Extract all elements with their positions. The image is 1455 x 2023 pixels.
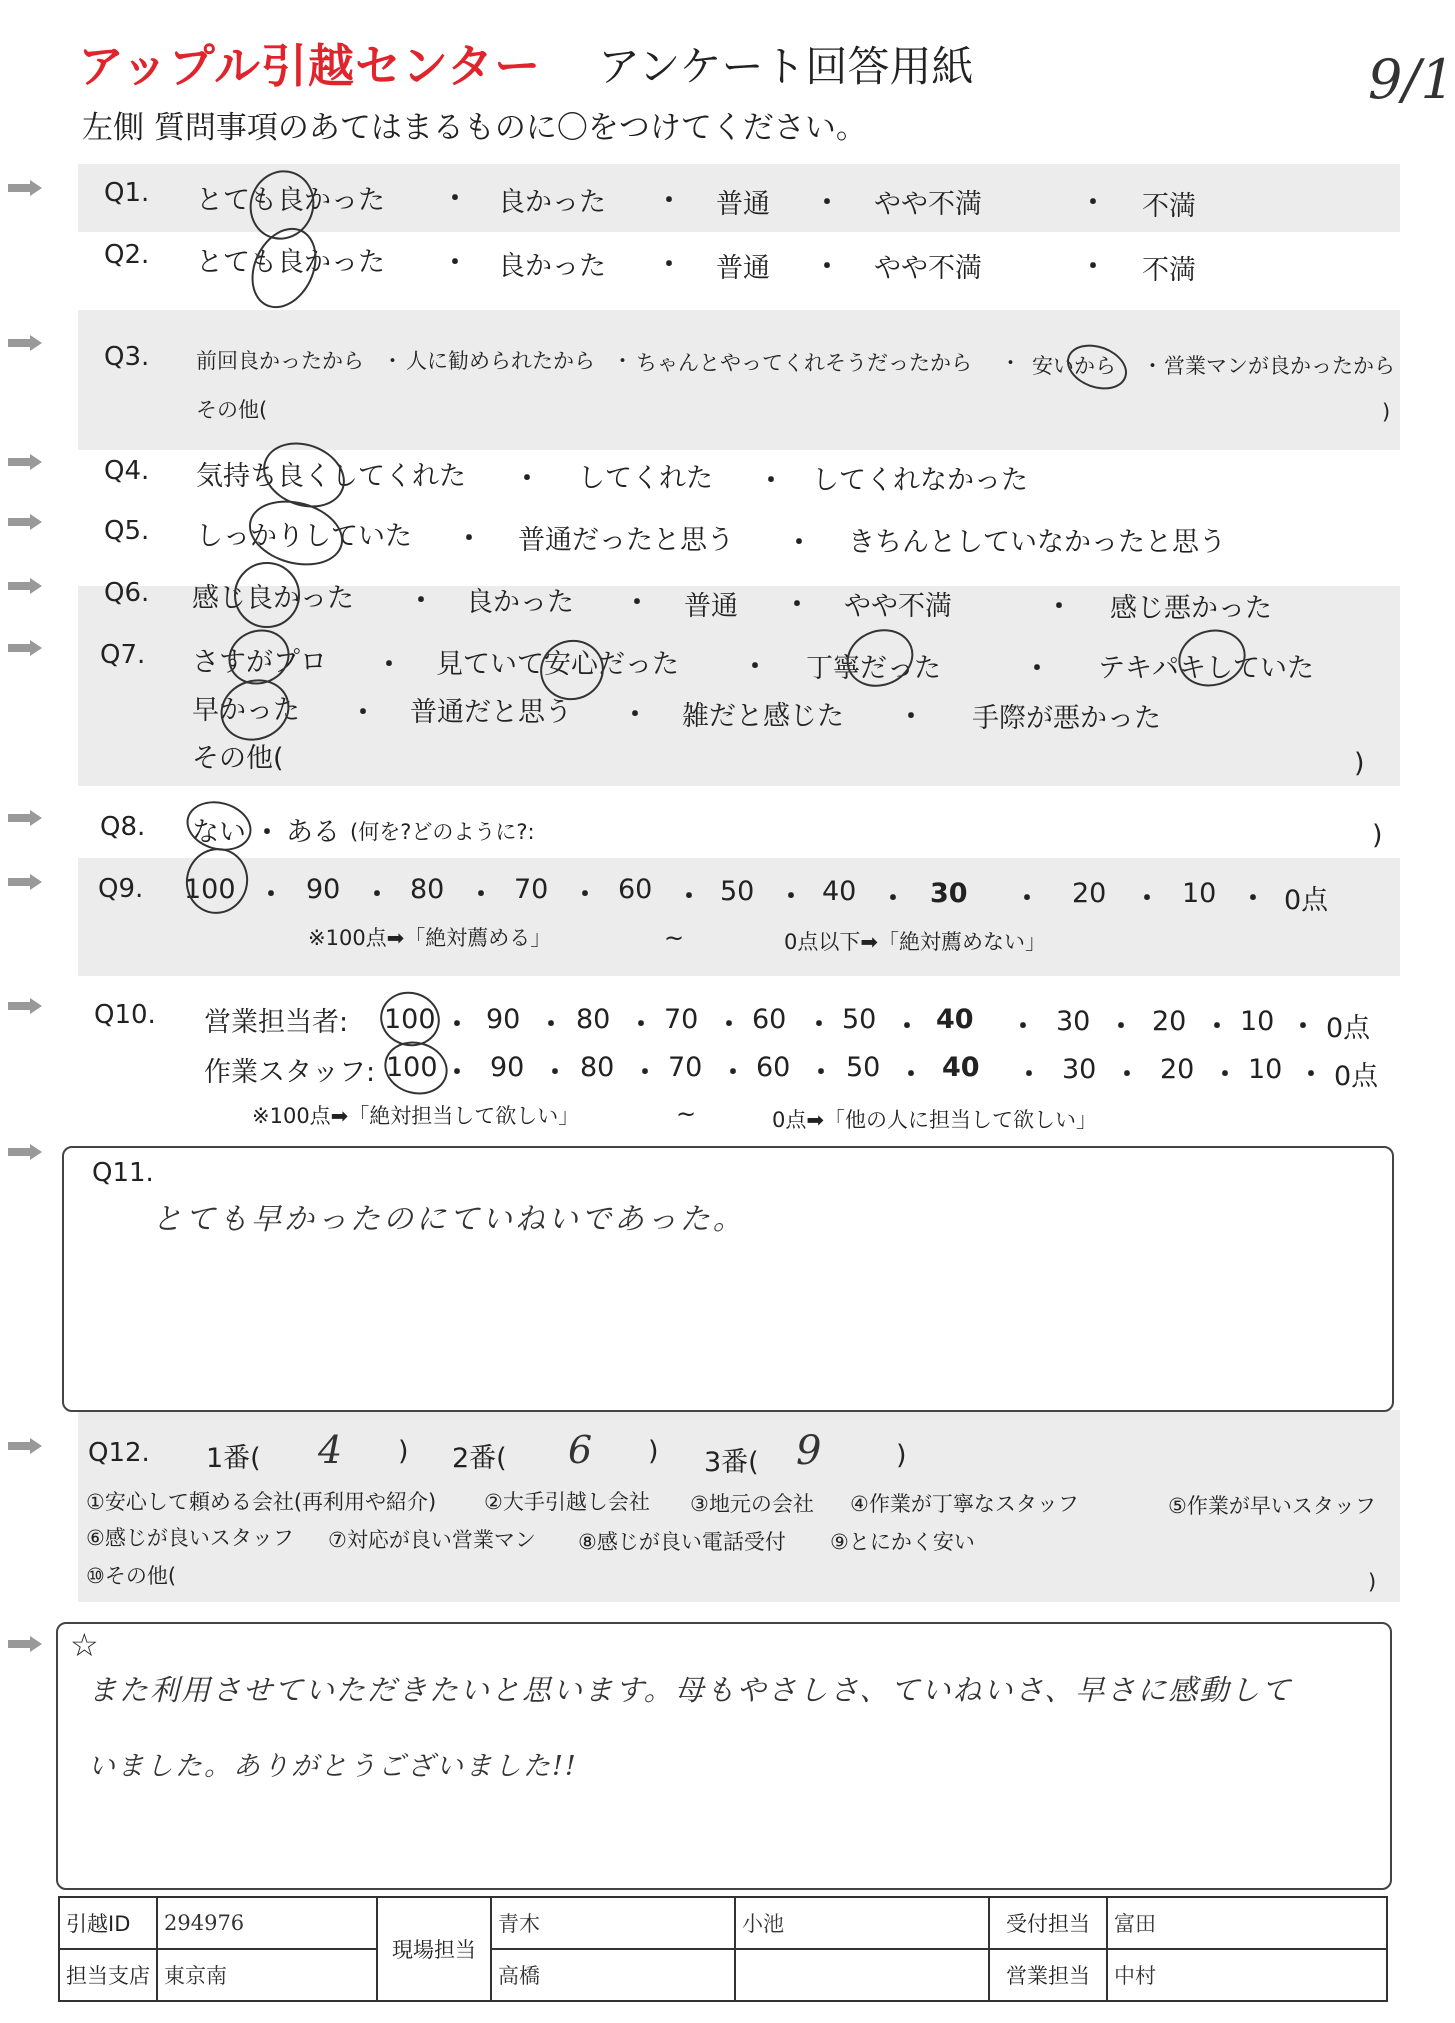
separator: ・ [716, 1010, 743, 1040]
q12-second-close: ) [648, 1436, 659, 1467]
q12-choice-9: ⑨とにかく安い [830, 1530, 975, 1554]
arrow-icon [8, 1144, 42, 1160]
q12-first-label: 1番( [206, 1443, 261, 1474]
q7-option-3[interactable]: 丁寧だった [806, 653, 941, 684]
reception-label: 受付担当 [989, 1897, 1107, 1949]
separator: ・ [786, 528, 813, 558]
q10-sales-90[interactable]: 90 [486, 1004, 521, 1035]
q2-option-1[interactable]: とても良かった [196, 247, 385, 278]
arrow-icon [8, 180, 42, 196]
q2-label: Q2. [104, 240, 150, 270]
q8-detail-label[interactable]: (何を?どのように?: [350, 820, 535, 844]
q2-option-5[interactable]: 不満 [1142, 255, 1196, 286]
site-staff-1: 青木 [491, 1897, 735, 1949]
q12-choice-10-close: ) [1368, 1570, 1377, 1594]
q10-staff-20[interactable]: 20 [1160, 1054, 1195, 1085]
q10-staff-40[interactable]: 40 [942, 1052, 980, 1083]
site-staff-label: 現場担当 [377, 1897, 491, 2001]
reception-value: 富田 [1107, 1897, 1387, 1949]
q12-choice-10[interactable]: ⑩その他( [86, 1564, 177, 1588]
separator: ・ [468, 880, 495, 910]
q10-staff-label: 作業スタッフ: [204, 1057, 376, 1088]
separator: ・ [808, 1058, 835, 1088]
q9-score-0[interactable]: 0点 [1284, 885, 1329, 916]
star-icon: ☆ [70, 1626, 99, 1664]
q9-score-40[interactable]: 40 [822, 876, 857, 907]
q10-note-left: ※100点➡「絶対担当して欲しい」 [252, 1104, 580, 1128]
separator: ・ [758, 466, 785, 496]
q10-staff-0[interactable]: 0点 [1334, 1061, 1379, 1092]
separator: ・ [1108, 1012, 1135, 1042]
q6-option-5[interactable]: 感じ悪かった [1110, 593, 1272, 624]
q10-staff-100[interactable]: 100 [386, 1052, 438, 1083]
arrow-icon [8, 1636, 42, 1652]
q3-option-2[interactable]: 人に勧められたから [406, 349, 595, 373]
q10-sales-10[interactable]: 10 [1240, 1006, 1275, 1037]
separator: ・ [806, 1010, 833, 1040]
q10-sales-100[interactable]: 100 [384, 1004, 436, 1035]
separator: ・ [1016, 1060, 1043, 1090]
q9-note-right: 0点以下➡「絶対薦めない」 [784, 930, 1046, 954]
separator: ・ [1014, 884, 1041, 914]
brand-title: アップル引越センター [78, 39, 542, 93]
q3-option-3[interactable]: ちゃんとやってくれそうだったから [636, 351, 972, 375]
separator: ・ [442, 248, 469, 278]
arrow-icon [8, 874, 42, 890]
q8-option-1[interactable]: ない [192, 817, 246, 848]
q12-choice-7: ⑦対応が良い営業マン [328, 1528, 536, 1552]
band-q3 [78, 310, 1400, 450]
separator: ・ [814, 188, 841, 218]
q10-label: Q10. [94, 1000, 156, 1030]
q4-option-1[interactable]: 気持ち良くしてくれた [196, 461, 466, 492]
q9-score-20[interactable]: 20 [1072, 878, 1107, 909]
q12-first-value[interactable]: 4 [318, 1428, 343, 1472]
q12-choice-4: ④作業が丁寧なスタッフ [850, 1492, 1079, 1516]
q7-option-8[interactable]: 手際が悪かった [972, 703, 1161, 734]
site-staff-2: 小池 [735, 1897, 989, 1949]
separator: ・ [894, 1012, 921, 1042]
q6-label: Q6. [104, 578, 150, 608]
separator: ・ [1000, 351, 1021, 375]
separator: ・ [514, 464, 541, 494]
arrow-icon [8, 578, 42, 594]
q10-sales-70[interactable]: 70 [664, 1004, 699, 1035]
arrow-icon [8, 514, 42, 530]
q10-note-right: 0点➡「他の人に担当して欲しい」 [772, 1108, 1097, 1132]
separator: ・ [720, 1058, 747, 1088]
q2-option-2[interactable]: 良かった [498, 251, 606, 282]
q10-sales-20[interactable]: 20 [1152, 1006, 1187, 1037]
q9-score-50[interactable]: 50 [720, 876, 755, 907]
q10-sales-40[interactable]: 40 [936, 1004, 974, 1035]
q3-other-close: ) [1382, 400, 1391, 424]
separator: ・ [254, 818, 281, 848]
site-staff-3: 高橋 [491, 1949, 735, 2001]
q9-score-90[interactable]: 90 [306, 874, 341, 905]
separator: ・ [364, 880, 391, 910]
q5-option-3[interactable]: きちんとしていなかったと思う [848, 527, 1226, 558]
arrow-icon [8, 998, 42, 1014]
separator: ・ [1290, 1012, 1317, 1042]
separator: ・ [778, 882, 805, 912]
q9-score-100[interactable]: 100 [184, 874, 236, 905]
separator: ・ [612, 349, 633, 373]
q7-option-5[interactable]: 早かった [192, 695, 300, 726]
q12-choice-5: ⑤作業が早いスタッフ [1168, 1494, 1376, 1518]
q12-third-value[interactable]: 9 [796, 1428, 822, 1474]
separator: ・ [376, 650, 403, 680]
form-title: アンケート回答用紙 [598, 42, 974, 91]
comment-line-2[interactable]: いました。ありがとうございました!! [88, 1751, 578, 1782]
separator: ・ [898, 702, 925, 732]
q4-label: Q4. [104, 456, 150, 486]
separator: ・ [624, 588, 651, 618]
q3-option-1[interactable]: 前回良かったから [196, 349, 364, 373]
q10-sales-30[interactable]: 30 [1056, 1006, 1091, 1037]
separator: ・ [742, 652, 769, 682]
separator: ・ [1298, 1060, 1325, 1090]
q7-label: Q7. [100, 640, 146, 670]
q7-option-1[interactable]: さすがプロ [192, 647, 327, 678]
q7-option-7[interactable]: 雑だと感じた [682, 701, 844, 732]
separator: ・ [442, 184, 469, 214]
separator: ・ [632, 1058, 659, 1088]
q4-option-2[interactable]: してくれた [578, 463, 713, 494]
q12-choice-3: ③地元の会社 [690, 1492, 814, 1516]
staff-table [58, 1896, 1388, 2002]
separator: ・ [814, 252, 841, 282]
q3-label: Q3. [104, 342, 150, 372]
site-staff-empty [735, 1949, 989, 2001]
q4-option-3[interactable]: してくれなかった [812, 465, 1028, 496]
q11-label: Q11. [92, 1158, 154, 1188]
q9-note-tilde: ~ [664, 924, 685, 952]
q8-label: Q8. [100, 812, 146, 842]
date-mark: 9/1 [1368, 48, 1455, 111]
move-id-label: 引越ID [59, 1897, 157, 1949]
q12-label: Q12. [88, 1438, 150, 1468]
q12-choice-6: ⑥感じが良いスタッフ [86, 1526, 294, 1550]
separator: ・ [676, 882, 703, 912]
q7-option-4[interactable]: テキパキしていた [1098, 653, 1314, 684]
separator: ・ [408, 586, 435, 616]
q8-detail-close: ) [1372, 820, 1383, 851]
separator: ・ [628, 1010, 655, 1040]
q3-option-4[interactable]: 安いから [1032, 354, 1116, 378]
q5-option-2[interactable]: 普通だったと思う [518, 525, 734, 556]
q2-option-3[interactable]: 普通 [716, 253, 770, 284]
separator: ・ [444, 1058, 471, 1088]
arrow-icon [8, 640, 42, 656]
separator: ・ [1134, 884, 1161, 914]
separator: ・ [350, 698, 377, 728]
q10-sales-50[interactable]: 50 [842, 1004, 877, 1035]
q8-option-2[interactable]: ある [286, 817, 340, 848]
separator: ・ [656, 186, 683, 216]
separator: ・ [1114, 1060, 1141, 1090]
separator: ・ [572, 880, 599, 910]
q9-score-60[interactable]: 60 [618, 874, 653, 905]
separator: ・ [622, 700, 649, 730]
q12-choice-1: ①安心して頼める会社(再利用や紹介) [86, 1490, 437, 1514]
q1-option-2[interactable]: 良かった [498, 187, 606, 218]
separator: ・ [898, 1060, 925, 1090]
q1-option-3[interactable]: 普通 [716, 189, 770, 220]
q12-choice-2: ②大手引越し会社 [484, 1490, 650, 1514]
separator: ・ [1024, 654, 1051, 684]
q7-option-2[interactable]: 見ていて安心だった [436, 649, 679, 680]
separator: ・ [784, 590, 811, 620]
q10-sales-label: 営業担当者: [204, 1007, 349, 1038]
q5-label: Q5. [104, 516, 150, 546]
comment-box[interactable] [56, 1622, 1392, 1890]
answer-circle [239, 217, 329, 318]
q7-other-close: ) [1354, 748, 1365, 779]
branch-value: 東京南 [157, 1949, 377, 2001]
q12-first-close: ) [398, 1436, 409, 1467]
move-id-value: 294976 [157, 1897, 377, 1949]
q1-option-5[interactable]: 不満 [1142, 191, 1196, 222]
separator: ・ [258, 880, 285, 910]
q10-note-tilde: ~ [676, 1100, 697, 1128]
separator: ・ [382, 349, 403, 373]
q9-note-left: ※100点➡「絶対薦める」 [308, 926, 552, 950]
q10-staff-70[interactable]: 70 [668, 1052, 703, 1083]
separator: ・ [1010, 1012, 1037, 1042]
separator: ・ [1204, 1012, 1231, 1042]
instruction-text: 左側 質問事項のあてはまるものに〇をつけてください。 [82, 110, 867, 146]
separator: ・ [1046, 592, 1073, 622]
q6-option-4[interactable]: やや不満 [844, 591, 952, 622]
separator: ・ [880, 884, 907, 914]
arrow-icon [8, 1438, 42, 1454]
separator: ・ [538, 1010, 565, 1040]
separator: ・ [444, 1010, 471, 1040]
q9-label: Q9. [98, 874, 144, 904]
q10-sales-0[interactable]: 0点 [1326, 1013, 1371, 1044]
answer-circle [234, 562, 300, 628]
separator: ・ [1240, 884, 1267, 914]
q1-option-1[interactable]: とても良かった [196, 185, 385, 216]
q3-other-label[interactable]: その他( [196, 398, 268, 422]
branch-label: 担当支店 [59, 1949, 157, 2001]
q12-third-close: ) [896, 1440, 907, 1471]
q7-option-6[interactable]: 普通だと思う [410, 697, 572, 728]
q10-sales-60[interactable]: 60 [752, 1004, 787, 1035]
q10-staff-30[interactable]: 30 [1062, 1054, 1097, 1085]
q6-option-1[interactable]: 感じ良かった [192, 583, 354, 614]
separator: ・ [656, 250, 683, 280]
q12-choice-8: ⑧感じが良い電話受付 [578, 1530, 786, 1554]
q10-staff-50[interactable]: 50 [846, 1052, 881, 1083]
q1-label: Q1. [104, 178, 150, 208]
q10-sales-80[interactable]: 80 [576, 1004, 611, 1035]
separator: ・ [542, 1058, 569, 1088]
q9-score-70[interactable]: 70 [514, 874, 549, 905]
separator: ・ [1212, 1060, 1239, 1090]
answer-circle [378, 1035, 453, 1102]
q6-option-2[interactable]: 良かった [466, 587, 574, 618]
q11-answer-box[interactable] [62, 1146, 1394, 1412]
q12-second-value[interactable]: 6 [568, 1428, 593, 1472]
q12-second-label: 2番( [452, 1443, 507, 1474]
separator: ・ [1142, 354, 1163, 378]
q10-staff-80[interactable]: 80 [580, 1052, 615, 1083]
q3-option-5[interactable]: 営業マンが良かったから [1164, 354, 1395, 378]
q2-option-4[interactable]: やや不満 [874, 253, 982, 284]
separator: ・ [1080, 188, 1107, 218]
arrow-icon [8, 454, 42, 470]
q10-staff-90[interactable]: 90 [490, 1052, 525, 1083]
q10-staff-60[interactable]: 60 [756, 1052, 791, 1083]
arrow-icon [8, 335, 42, 351]
arrow-icon [8, 810, 42, 826]
q9-score-10[interactable]: 10 [1182, 878, 1217, 909]
q7-other-label[interactable]: その他( [192, 743, 284, 774]
q9-score-80[interactable]: 80 [410, 874, 445, 905]
comment-line-1[interactable]: また利用させていただきたいと思います。母もやさしさ、ていねいさ、早さに感動して [88, 1673, 1293, 1707]
q11-answer[interactable]: とても早かったのにていねいであった。 [152, 1202, 746, 1237]
q12-third-label: 3番( [704, 1447, 759, 1478]
separator: ・ [1080, 252, 1107, 282]
q9-score-30[interactable]: 30 [930, 878, 968, 909]
q1-option-4[interactable]: やや不満 [874, 189, 982, 220]
sales-label: 営業担当 [989, 1949, 1107, 2001]
q5-option-1[interactable]: しっかりしていた [196, 521, 412, 552]
q6-option-3[interactable]: 普通 [684, 591, 738, 622]
q10-staff-10[interactable]: 10 [1248, 1054, 1283, 1085]
sales-value: 中村 [1107, 1949, 1387, 2001]
separator: ・ [456, 524, 483, 554]
